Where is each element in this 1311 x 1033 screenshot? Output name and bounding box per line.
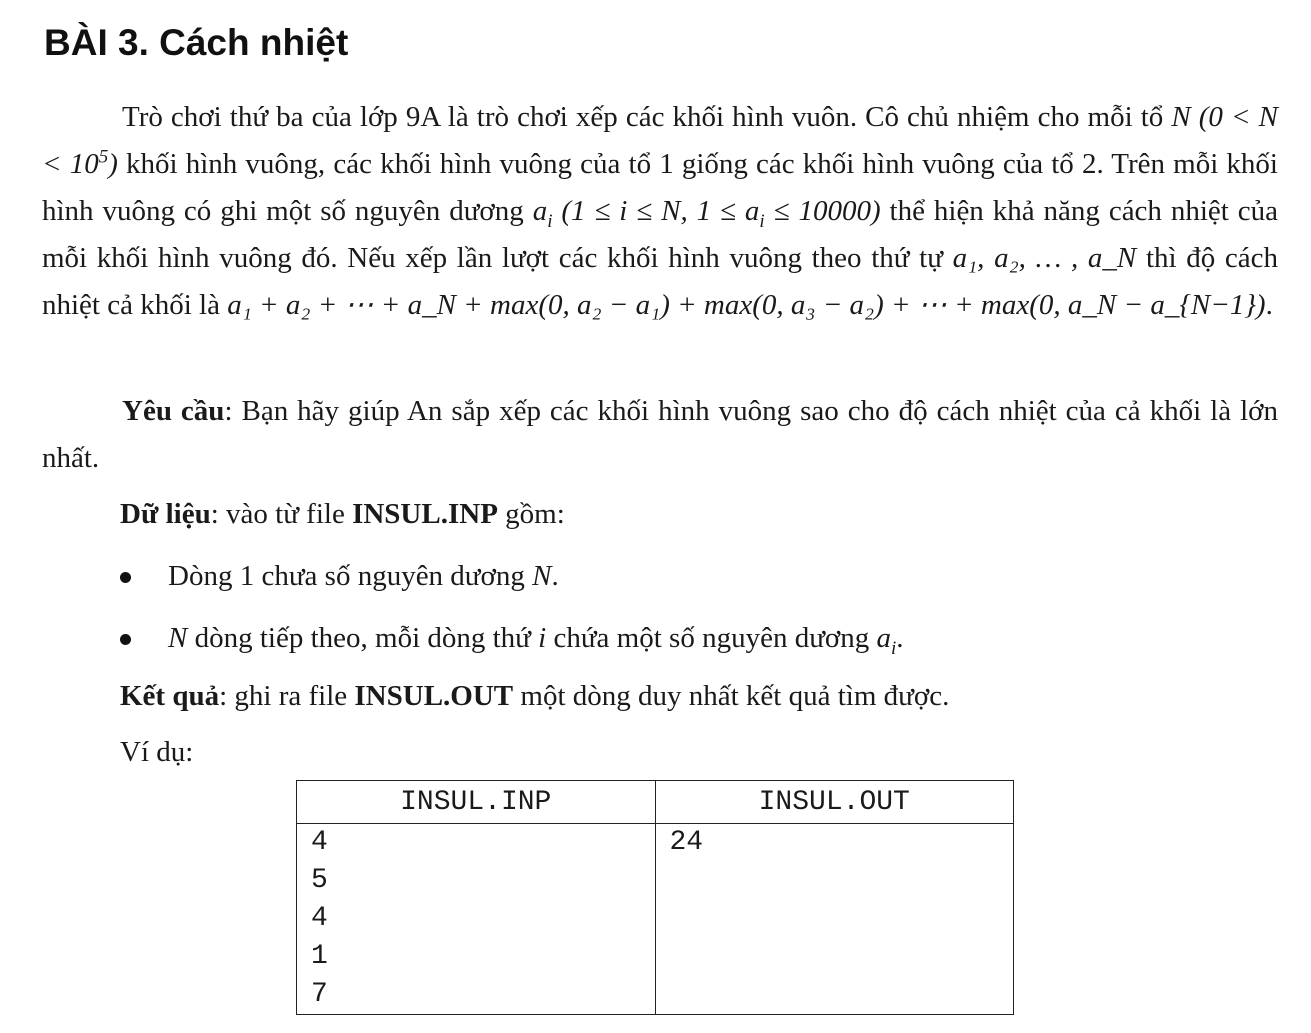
output-description: Kết quả: ghi ra file INSUL.OUT một dòng duy nhất kết quả tìm được. — [120, 680, 950, 712]
example-table — [296, 780, 1014, 1015]
input-line: 4 — [311, 827, 328, 858]
input-file-header: INSUL.INP — [297, 781, 656, 824]
input-line: 7 — [311, 979, 328, 1010]
input-bullet-1: Dòng 1 chưa số nguyên dương N. — [168, 560, 559, 592]
input-bullet-2: N dòng tiếp theo, mỗi dòng thứ i chứa một số nguyên dương $a_i$. — [168, 622, 904, 659]
insulation-formula: a₁ + a₂ + ⋯ + a_N + max(0, a₂ − a₁) + max(0, a₃ − a₂) + ⋯ + max(0, a_N − a_{N−1}) — [227, 289, 1266, 321]
input-filename: INSUL.INP — [352, 498, 498, 530]
input-line: 5 — [311, 865, 328, 896]
input-line: 1 — [311, 941, 328, 972]
bullet-dot — [120, 572, 131, 583]
ai-variable: $a_i$ — [532, 195, 553, 232]
n-condition: N $(0 < N < 10^5)$ — [42, 101, 1278, 180]
output-filename: INSUL.OUT — [354, 680, 514, 712]
problem-statement: Trò chơi thứ ba của lớp 9A là trò chơi xếp các khối hình vuôn. Cô chủ nhiệm cho mỗi tổ N $(0 < N < 10^5)$ khối hình vuông, các khối hình vuông của tổ 1 giống các khối hình vuông của tổ 2. Trên mỗi khối hình vuông có ghi một số nguyên dương $a_i$ (1 ≤ i ≤ N, $1 \le a_i \le 10000$) thể hiện khả năng cách nhiệt của mỗi khối hình vuông đó. Nếu xếp lần lượt các khối hình vuông theo thứ tự a₁, a₂, … , a_N thì độ cách nhiệt cả khối là a₁ + a₂ + ⋯ + a_N + max(0, a₂ − a₁) + max(0, a₃ − a₂) + ⋯ + max(0, a_N − a_{N−1}). — [42, 101, 1279, 321]
output-file-header: INSUL.OUT — [655, 781, 1014, 824]
input-cell — [297, 824, 656, 1015]
bullet-dot — [120, 634, 131, 645]
requirement-label: Yêu cầu — [122, 395, 225, 427]
sequence: a₁, a₂, … , a_N — [952, 242, 1137, 274]
input-description: Dữ liệu: vào từ file INSUL.INP gồm: — [120, 498, 565, 530]
input-line: 4 — [311, 903, 328, 934]
requirement-paragraph: Yêu cầu: Bạn hãy giúp An sắp xếp các khối hình vuông sao cho độ cách nhiệt của cả khối là lớn nhất. — [42, 395, 1278, 474]
problem-title: BÀI 3. Cách nhiệt — [44, 22, 349, 63]
example-label: Ví dụ: — [120, 736, 194, 768]
output-cell — [655, 824, 1014, 1015]
output-line: 24 — [669, 827, 704, 858]
